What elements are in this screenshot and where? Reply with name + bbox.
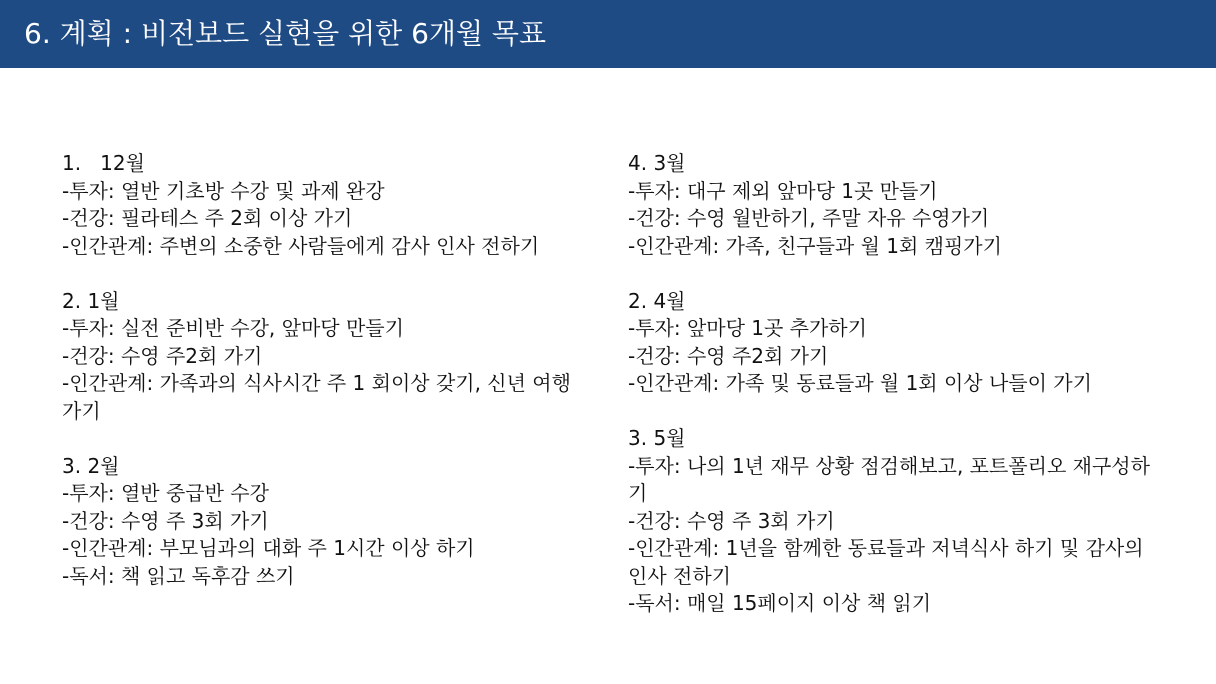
goal-item: -투자: 대구 제외 앞마당 1곳 만들기 xyxy=(628,178,938,203)
month-heading: 4. 3월 xyxy=(628,151,686,175)
month-section xyxy=(62,453,602,591)
goal-item: -인간관계: 가족 및 동료들과 월 1회 이상 나들이 가기 xyxy=(628,371,1092,395)
month-section xyxy=(62,150,602,260)
goal-item: -투자: 앞마당 1곳 추가하기 xyxy=(628,316,867,340)
goal-item: -인간관계: 가족, 친구들과 월 1회 캠핑가기 xyxy=(628,233,1002,258)
goal-item: -독서: 매일 15페이지 이상 책 읽기 xyxy=(628,591,932,615)
goal-item: -인간관계: 부모님과의 대화 주 1시간 이상 하기 xyxy=(62,536,475,560)
goal-item: -건강: 필라테스 주 2회 이상 가기 xyxy=(62,206,353,230)
goal-item: -투자: 열반 기초방 수강 및 과제 완강 xyxy=(62,178,385,203)
month-section xyxy=(62,288,602,426)
goal-item: -투자: 실전 준비반 수강, 앞마당 만들기 xyxy=(62,316,404,340)
month-heading: 2. 1월 xyxy=(62,288,120,313)
goal-item: -인간관계: 주변의 소중한 사람들에게 감사 인사 전하기 xyxy=(62,233,540,258)
month-heading: 1. 12월 xyxy=(62,151,145,175)
slide-title: 6. 계획 : 비전보드 실현을 위한 6개월 목표 xyxy=(24,17,546,50)
left-column xyxy=(62,150,602,618)
goal-item: -건강: 수영 주2회 가기 xyxy=(62,343,263,368)
month-heading: 3. 5월 xyxy=(628,426,686,450)
goal-item: -건강: 수영 주 3회 가기 xyxy=(628,508,835,533)
goal-item: -건강: 수영 주 3회 가기 xyxy=(62,508,269,533)
month-section xyxy=(628,425,1188,618)
goal-item: -투자: 열반 중급반 수강 xyxy=(62,481,269,505)
goal-item: -투자: 나의 1년 재무 상황 점검해보고, 포트폴리오 재구성하기 xyxy=(628,453,1150,505)
goal-item: -건강: 수영 월반하기, 주말 자유 수영가기 xyxy=(628,206,990,230)
month-section xyxy=(628,150,1188,260)
month-heading: 3. 2월 xyxy=(62,453,120,478)
right-column xyxy=(628,150,1188,645)
month-heading: 2. 4월 xyxy=(628,288,686,313)
month-section xyxy=(628,288,1188,398)
goal-item: -인간관계: 1년을 함께한 동료들과 저녁식사 하기 및 감사의 인사 전하기 xyxy=(628,536,1144,588)
goal-item: -인간관계: 가족과의 식사시간 주 1 회이상 갖기, 신년 여행 가기 xyxy=(62,371,571,423)
title-bar xyxy=(0,0,1216,68)
goal-item: -건강: 수영 주2회 가기 xyxy=(628,343,829,368)
goal-item: -독서: 책 읽고 독후감 쓰기 xyxy=(62,563,295,588)
